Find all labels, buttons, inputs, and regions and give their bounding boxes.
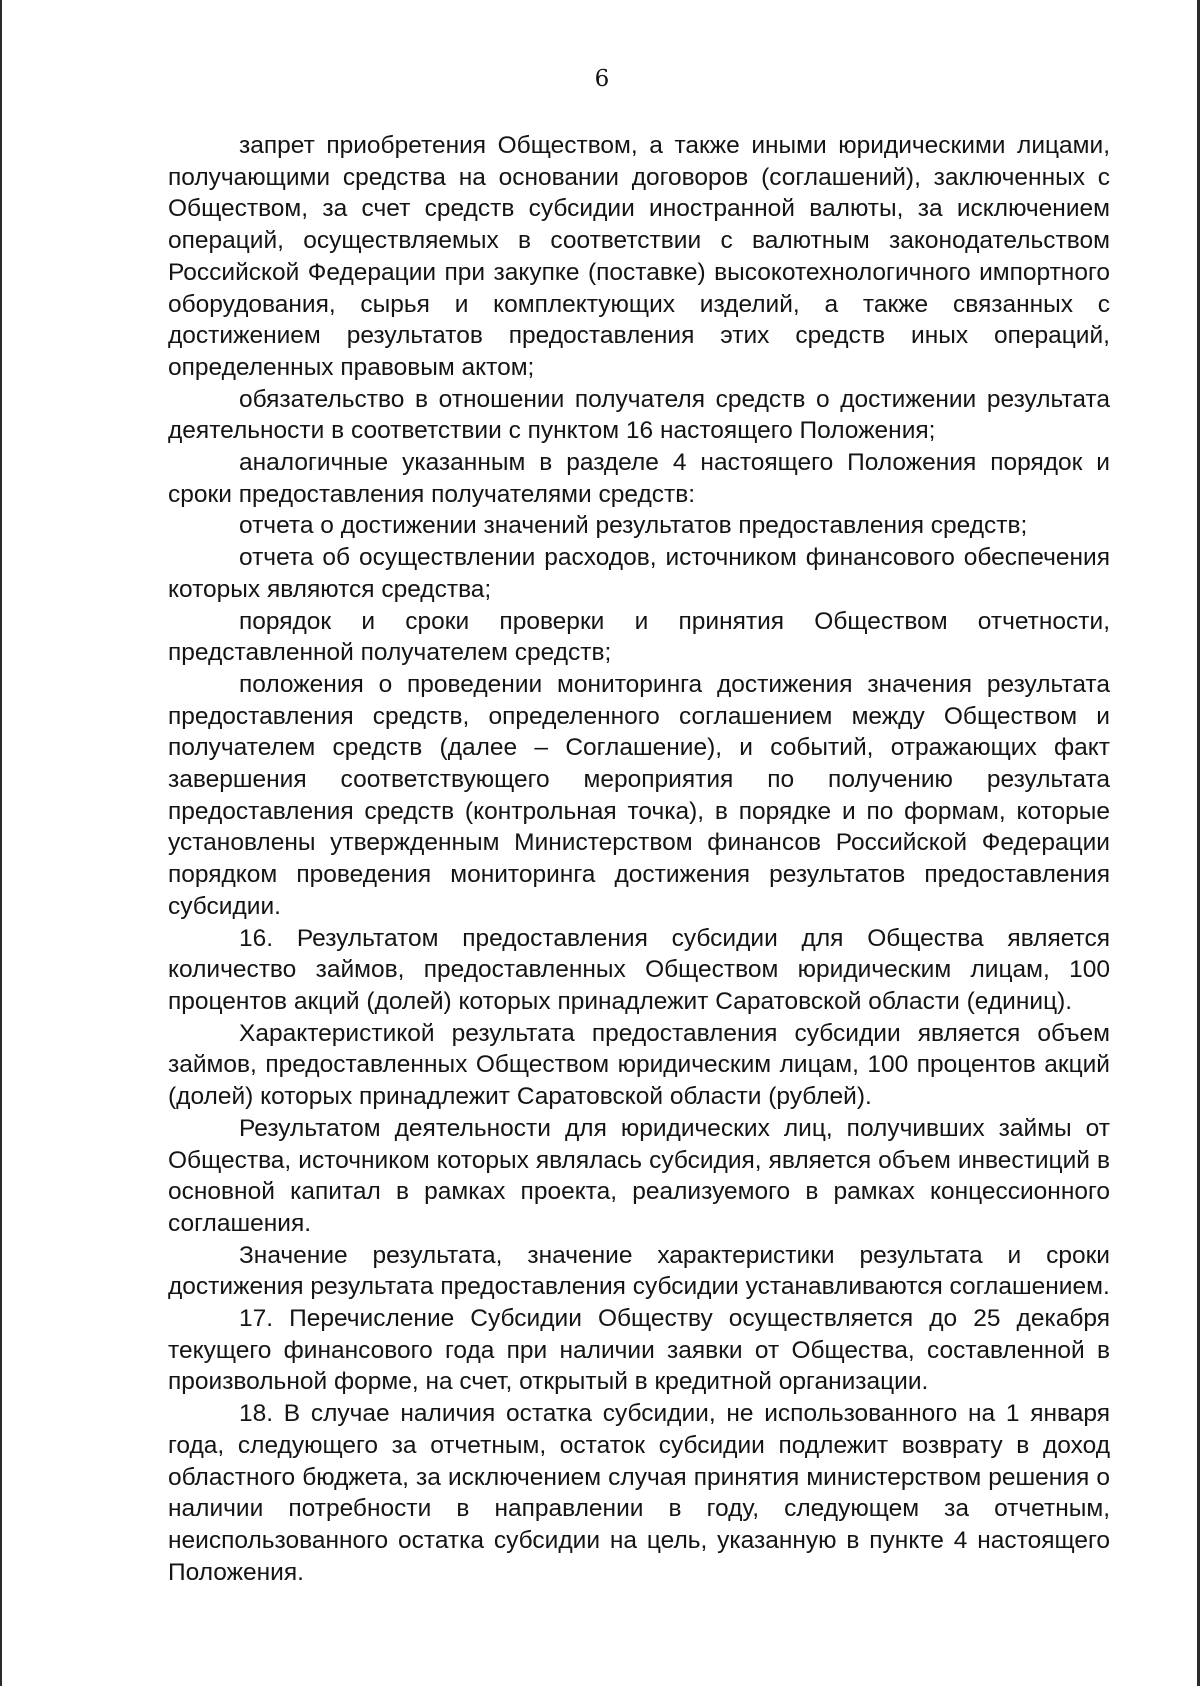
paragraph-clause-17: 17. Перечисление Субсидии Обществу осуществляется до 25 декабря текущего финансового года при наличии заявки от Общества, составленной в произвольной форме, на счет, открытый в кредитной организации. xyxy=(168,1305,1110,1396)
paragraph-activity-result: Результатом деятельности для юридических лиц, получивших займы от Общества, источником которых являлась субсидия, является объем инвестиций в основной капитал в рамках проекта, реализуемого в рамках концессионного соглашения. xyxy=(168,1114,1110,1237)
paragraph-reporting-procedure: аналогичные указанным в разделе 4 настоящего Положения порядок и сроки предоставления получателями средств: xyxy=(168,449,1110,508)
paragraph-values-terms: Значение результата, значение характеристики результата и сроки достижения результата предоставления субсидии устанавливаются соглашением. xyxy=(168,1241,1110,1301)
paragraph-characteristic: Характеристикой результата предоставления субсидии является объем займов, предоставленных Обществом юридическим лицам, 100 процентов акций (долей) которых принадлежит Саратовской области (рублей). xyxy=(168,1019,1110,1111)
paragraph-expenses-report: отчета об осуществлении расходов, источником финансового обеспечения которых являются средства; xyxy=(168,544,1110,603)
paragraph-obligation: обязательство в отношении получателя средств о достижении результата деятельности в соответствии с пунктом 16 настоящего Положения; xyxy=(168,385,1110,445)
document-body xyxy=(168,130,1110,1588)
page-number: 6 xyxy=(594,66,610,92)
paragraph-currency-ban: запрет приобретения Обществом, а также иными юридическими лицами, получающими средства на основании договоров (соглашений), заключенных с Обществом, за счет средств субсидии иностранной валюты, за исключением операций, осуществляемых в соответствии с валютным законодательством Российской Федерации при закупке (поставке) высокотехнологичного импортного оборудования, сырья и комплектующих изделий, а также связанных с достижением результатов предоставления этих средств иных операций, определенных правовым актом; xyxy=(168,132,1110,381)
paragraph-clause-18: 18. В случае наличия остатка субсидии, не использованного на 1 января года, следующего за отчетным, остаток субсидии подлежит возврату в доход областного бюджета, за исключением случая принятия министерством решения о наличии потребности в направлении в году, следующем за отчетным, неиспользованного остатка субсидии на цель, указанную в пункте 4 настоящего Положения. xyxy=(168,1400,1110,1586)
paragraph-results-report: отчета о достижении значений результатов предоставления средств; xyxy=(239,512,1028,540)
paragraph-clause-16: 16. Результатом предоставления субсидии для Общества является количество займов, предоставленных Обществом юридическим лицам, 100 процентов акций (долей) которых принадлежит Саратовской области (единиц). xyxy=(168,924,1110,1015)
paragraph-verification: порядок и сроки проверки и принятия Обществом отчетности, представленной получателем средств; xyxy=(168,607,1110,667)
paragraph-monitoring: положения о проведении мониторинга достижения значения результата предоставления средств, определенного соглашением между Обществом и получателем средств (далее – Соглашение), и событий, отражающих факт завершения соответствующего мероприятия по получению результата предоставления средств (контрольная точка), в порядке и по формам, которые установлены утвержденным Министерством финансов Российской Федерации порядком проведения мониторинга достижения результатов предоставления субсидии. xyxy=(168,670,1110,920)
